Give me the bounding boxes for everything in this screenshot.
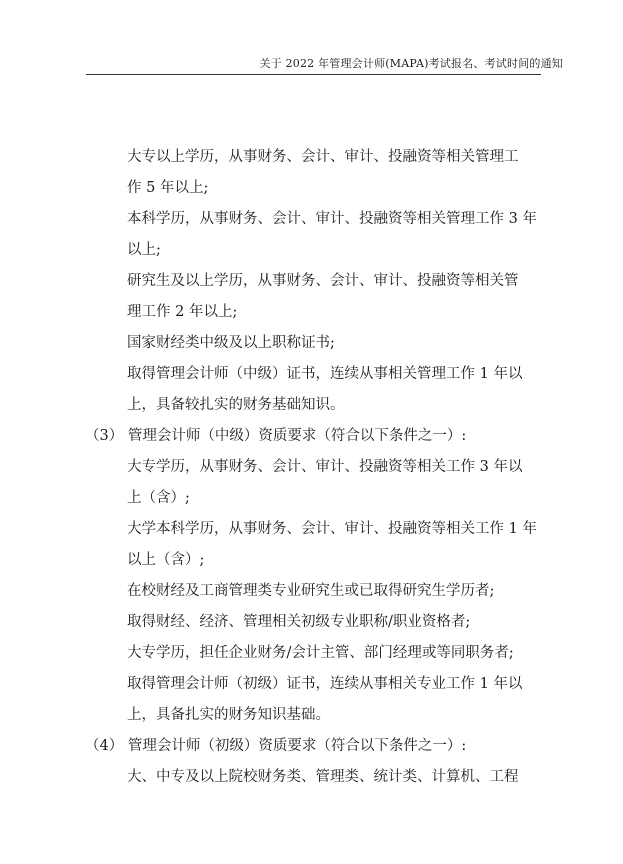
text-line: 上，具备较扎实的财务基础知识。 — [127, 397, 345, 413]
text-line: 上，具备扎实的财务知识基础。 — [127, 707, 330, 723]
text-line: 以上; — [127, 242, 161, 258]
section-heading: （4） 管理会计师（初级）资质要求（符合以下条件之一）: — [85, 738, 467, 754]
text-line: 取得管理会计师（初级）证书，连续从事相关专业工作 1 年以 — [127, 676, 523, 692]
text-line: 国家财经类中级及以上职称证书; — [127, 335, 335, 351]
text-line: 理工作 2 年以上; — [127, 304, 238, 320]
text-line: 大、中专及以上院校财务类、管理类、统计类、计算机、工程 — [127, 769, 519, 785]
text-line: 在校财经及工商管理类专业研究生或已取得研究生学历者; — [127, 583, 495, 599]
section-heading: （3） 管理会计师（中级）资质要求（符合以下条件之一）: — [85, 428, 467, 444]
text-line: 本科学历，从事财务、会计、审计、投融资等相关管理工作 3 年 — [127, 211, 537, 227]
header-title: 关于 2022 年管理会计师(MAPA)考试报名、考试时间的通知 — [259, 57, 563, 70]
text-line: 研究生及以上学历，从事财务、会计、审计、投融资等相关管 — [127, 273, 519, 289]
text-line: 作 5 年以上; — [127, 180, 209, 196]
text-line: 取得管理会计师（中级）证书，连续从事相关管理工作 1 年以 — [127, 366, 523, 382]
text-line: 取得财经、经济、管理相关初级专业职称/职业资格者; — [127, 614, 471, 630]
text-line: 大专学历，从事财务、会计、审计、投融资等相关工作 3 年以 — [127, 459, 523, 475]
text-line: 以上（含）; — [127, 552, 205, 568]
text-line: 大专学历，担任企业财务/会计主管、部门经理或等同职务者; — [127, 645, 514, 661]
text-line: 大学本科学历，从事财务、会计、审计、投融资等相关工作 1 年 — [127, 521, 537, 537]
text-line: 上（含）; — [127, 490, 190, 506]
text-line: 大专以上学历，从事财务、会计、审计、投融资等相关管理工 — [127, 149, 519, 165]
